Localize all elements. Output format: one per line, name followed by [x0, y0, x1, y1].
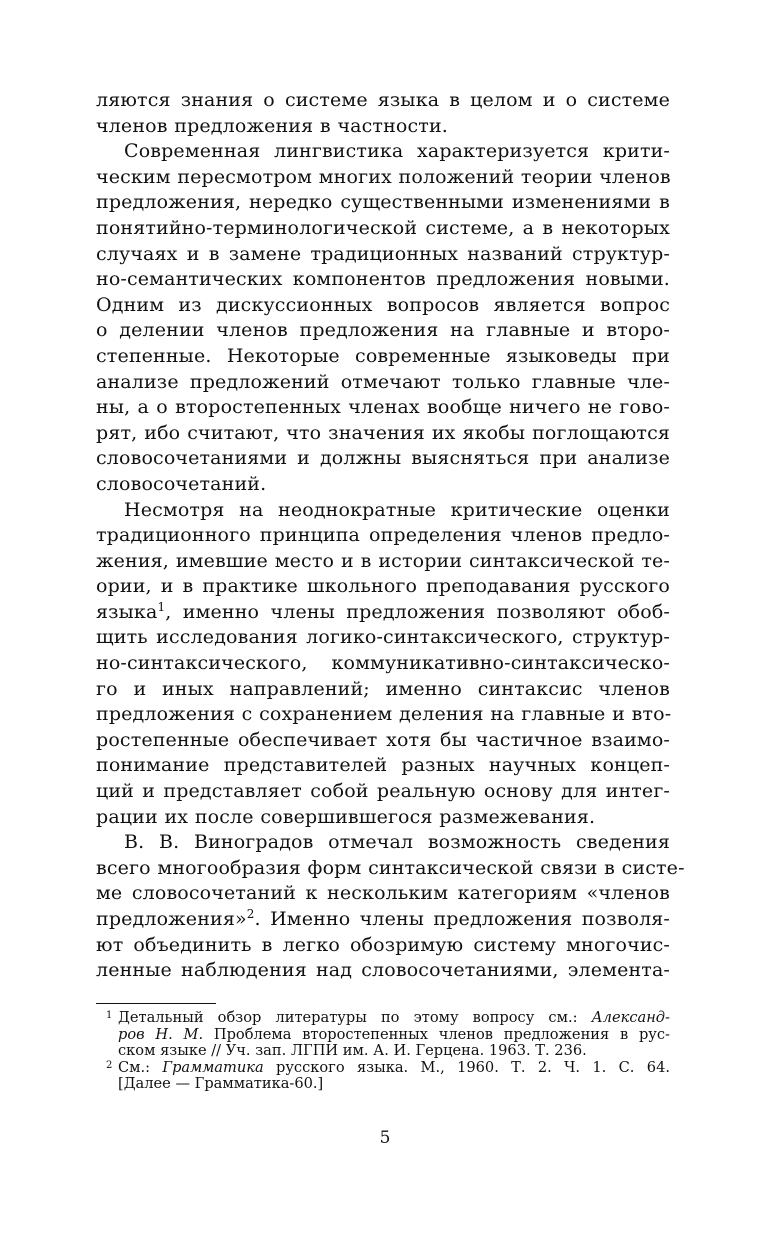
text-line: традиционного принципа определения членов предло- [96, 524, 670, 547]
text-line: ленные наблюдения над словосочетаниями, элемента- [96, 959, 670, 982]
footnote-1 [96, 1010, 670, 1027]
text-line: ории, и в практике школьного преподавания русского [96, 575, 670, 598]
text-line: словосочетаниями и должны выясняться при анализе [96, 447, 670, 470]
text-line: но-семантических компонентов предложения новыми. [96, 268, 670, 291]
text-line: рации их после совершившегося размежевания. [96, 805, 596, 828]
text-fragment: Проблема второстепенных членов предложения в рус- [203, 1025, 670, 1043]
text-line: ют объединить в легко обозримую систему многочис- [96, 933, 670, 956]
text-line: ны, а о второстепенных членах вообще ничего не гово- [96, 396, 670, 419]
text-line: членов предложения в частности. [96, 114, 448, 137]
text-line: Современная лингвистика характеризуется крити- [124, 140, 670, 163]
text-line: ческим пересмотром многих положений теории членов [96, 165, 671, 188]
text-line: В. В. Виноградов отмечал возможность сведения [124, 831, 670, 854]
footnote-ref-2[interactable]: 2 [246, 907, 255, 921]
footnote-ref-1[interactable]: 1 [157, 599, 166, 614]
text-fragment: См.: [118, 1058, 163, 1076]
text-line: степенные. Некоторые современные языковеды при [96, 344, 670, 367]
text-line: ций и представляет собой реальную основу для интег- [96, 780, 670, 803]
text-line: случаях и в замене традиционных названий структур- [96, 242, 670, 265]
text-line: о делении членов предложения на главные и второ- [96, 319, 670, 342]
text-fragment: , именно члены предложения позволяют обоб- [165, 600, 670, 623]
text-fragment: Детальный обзор литературы по этому вопросу см.: [118, 1009, 592, 1026]
footnote-number: 1 [106, 1010, 113, 1021]
text-line [96, 600, 670, 626]
text-line: Несмотря на неоднократные критические оценки [124, 498, 670, 521]
page-number: 5 [379, 1128, 391, 1148]
footnote-2 [96, 1060, 670, 1077]
text-fragment: предложения» [96, 908, 247, 930]
text-line: рят, ибо считают, что значения их якобы поглощаются [96, 421, 670, 444]
text-line: ляются знания о системе языка в целом и о системе [96, 89, 670, 111]
footnotes [96, 1010, 670, 1093]
text-line: ме словосочетаний к нескольким категориям «членов [96, 882, 670, 905]
text-line: ростепенные обеспечивает хотя бы частичное взаимо- [96, 728, 670, 751]
footnote-line: ском языке // Уч. зап. ЛГПИ им. А. И. Герцена. 1963. Т. 236. [118, 1042, 587, 1060]
text-line: понятийно-терминологической системе, а в некоторых [96, 216, 670, 239]
text-line: словосочетаний. [96, 472, 267, 495]
text-fragment: . Именно члены предложения позволя- [254, 908, 670, 930]
text-line: Одним из дискуссионных вопросов является вопрос [96, 293, 670, 316]
footnote-separator [96, 1003, 216, 1004]
footnote-number: 2 [106, 1059, 113, 1071]
text-line: го и иных направлений; именно синтаксис членов [96, 677, 670, 700]
text-line: анализе предложений отмечают только главные чле- [96, 370, 670, 393]
text-fragment: русского языка. М., 1960. Т. 2. Ч. 1. С. 64. [263, 1058, 670, 1076]
text-line: предложения, нередко существенными изменениями в [96, 191, 670, 214]
text-line [96, 907, 670, 933]
author-name: Александ- [591, 1009, 670, 1026]
book-title: Грамматика [162, 1058, 264, 1076]
text-line: всего многообразия форм синтаксической связи в систе- [96, 856, 685, 879]
text-fragment: языка [96, 600, 158, 623]
footnote-line: [Далее — Грамматика-60.] [118, 1075, 324, 1093]
text-line: жения, имевшие место и в истории синтаксической те- [96, 549, 670, 572]
text-line: предложения с сохранением деления на главные и вто- [96, 703, 672, 726]
footnote-line [96, 1027, 670, 1044]
text-line: щить исследования логико-синтаксического, структур- [96, 626, 670, 649]
text-line: понимание представителей разных научных концеп- [96, 754, 670, 777]
author-name: ров Н. М. [118, 1025, 204, 1043]
text-line: но-синтаксического, коммуникативно-синтаксическо- [96, 652, 670, 675]
body-text [96, 88, 685, 984]
